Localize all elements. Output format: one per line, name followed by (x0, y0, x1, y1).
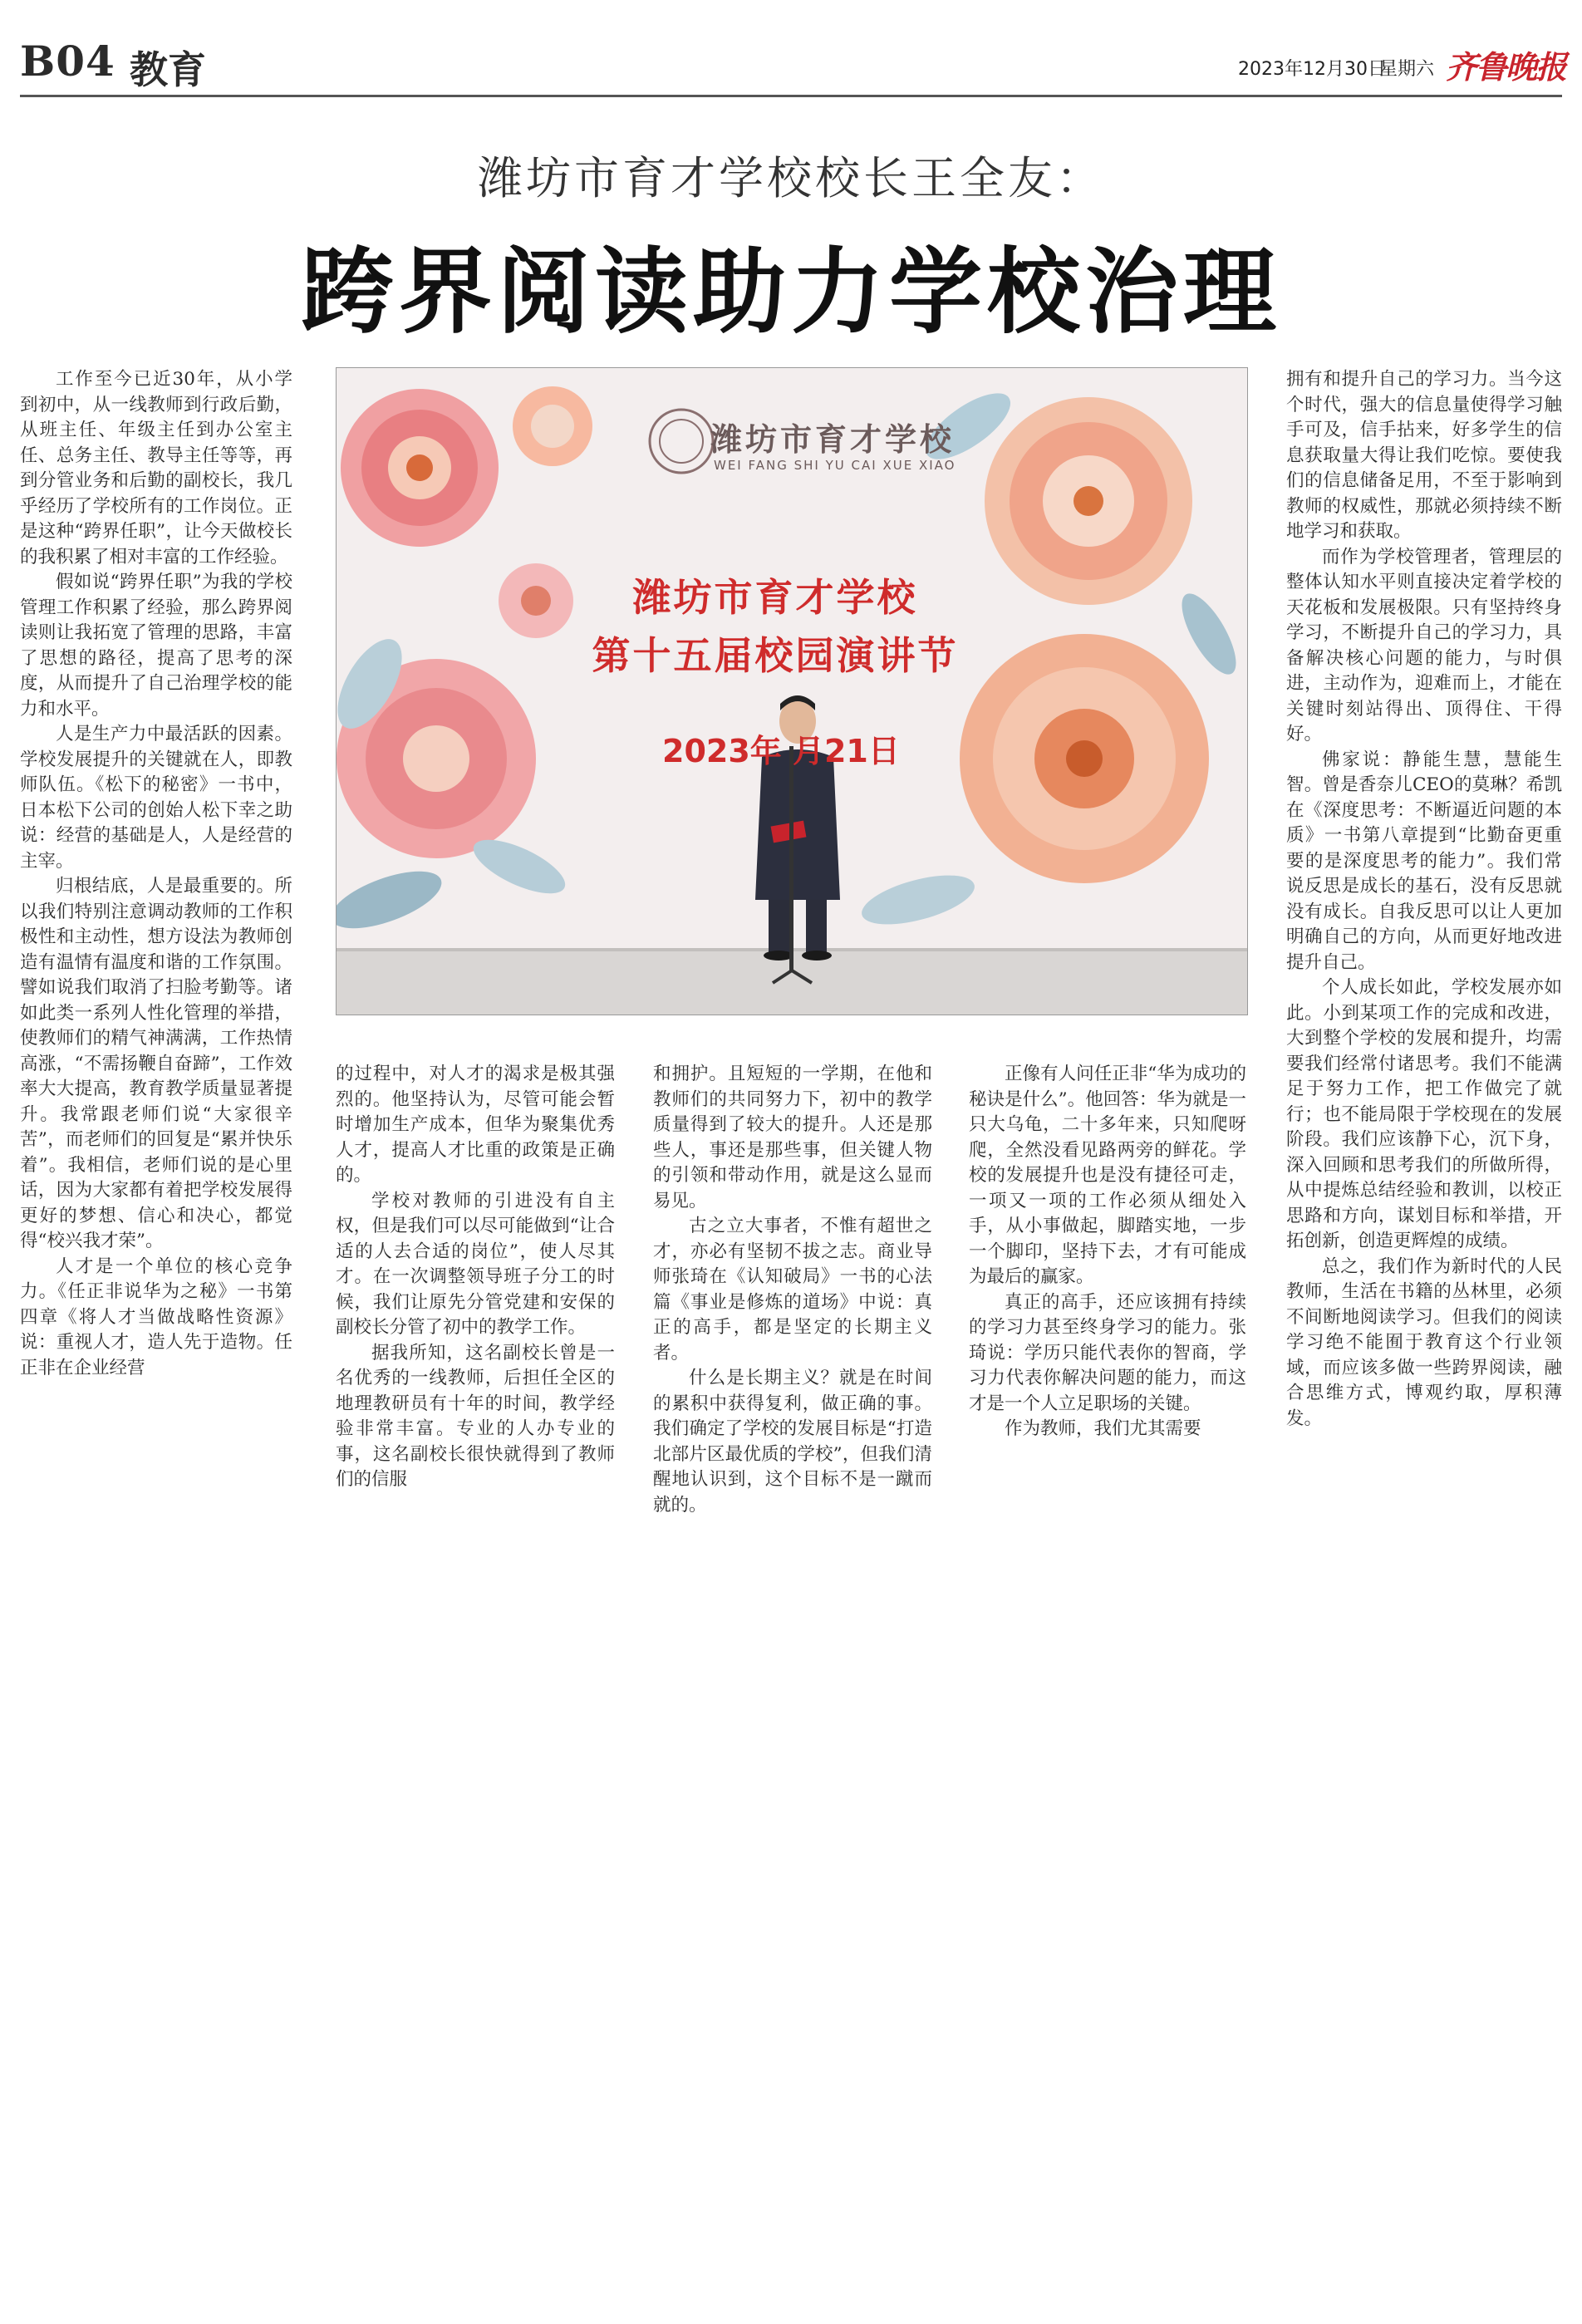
header-rule (20, 95, 1562, 97)
event-photo (336, 367, 1248, 1015)
paragraph: 正像有人问任正非“华为成功的秘诀是什么”。他回答：华为就是一只大乌龟，二十多年来，只知爬呀爬，全然没看见路两旁的鲜花。学校的发展提升也是没有捷径可走，一项又一项的工作必须从细处入手，从小事做起，脚踏实地，一步一个脚印，坚持下去，才有可能成为最后的赢家。 (969, 1064, 1246, 1287)
text-column-5 (1286, 367, 1562, 1432)
paragraph: 什么是长期主义？就是在时间的累积中获得复利，做正确的事。我们确定了学校的发展目标是“打造北部片区最优质的学校”，但我们清醒地认识到，这个目标不是一蹴而就的。 (653, 1368, 932, 1516)
flower-decoration (513, 386, 592, 466)
flower-decoration (341, 389, 499, 547)
banner-line-1: 潍坊市育才学校 (632, 575, 918, 620)
paragraph: 工作至今已近30年，从小学到初中，从一线教师到行政后勤，从班主任、年级主任到办公室主任、总务主任、教导主任等等，再到分管业务和后勤的副校长，我几乎经历了学校所有的工作岗位。正是这种“跨界任职”，让今天做校长的我积累了相对丰富的工作经验。 (20, 369, 292, 567)
paragraph: 而作为学校管理者，管理层的整体认知水平则直接决定着学校的天花板和发展极限。只有坚持终身学习，不断提升自己的学习力，具备解决核心问题的能力，与时俱进，主动作为，迎难而上，才能在关键时刻站得出、顶得住、干得好。 (1286, 546, 1562, 744)
newspaper-masthead-logo: 齐鲁晚报 (1446, 48, 1566, 86)
paragraph: 作为教师，我们尤其需要 (1005, 1418, 1201, 1439)
paragraph: 的过程中，对人才的渴求是极其强烈的。他坚持认为，尽管可能会暂时增加生产成本，但华为聚集优秀人才，提高人才比重的政策是正确的。 (336, 1064, 615, 1186)
paragraph: 人是生产力中最活跃的因素。学校发展提升的关键就在人，即教师队伍。《松下的秘密》一书中，日本松下公司的创始人松下幸之助说：经营的基础是人，人是经营的主宰。 (20, 724, 292, 872)
issue-date: 2023年12月30日 (1238, 59, 1386, 80)
banner-date: 2023年 月21日 (662, 733, 900, 769)
text-column-2 (336, 1062, 615, 1493)
paragraph: 据我所知，这名副校长曾是一名优秀的一线教师，后担任全区的地理教研员有十年的时间，教学经验非常丰富。专业的人办专业的事，这名副校长很快就得到了教师们的信服 (336, 1342, 615, 1490)
page-number: B04 (20, 37, 115, 86)
school-name-pinyin: WEI FANG SHI YU CAI XUE XIAO (714, 458, 956, 473)
paragraph: 和拥护。且短短的一学期，在他和教师们的共同努力下，初中的教学质量得到了较大的提升。人还是那些人，事还是那些事，但关键人物的引领和带动作用，就是这么显而易见。 (653, 1064, 932, 1211)
paragraph: 个人成长如此，学校发展亦如此。小到某项工作的完成和改进，大到整个学校的发展和提升，均需要我们经常付诸思考。我们不能满足于努力工作，把工作做完了就行；也不能局限于学校现在的发展阶段。我们应该静下心，沉下身，深入回顾和思考我们的所做所得，从中提炼总结经验和教训，以校正思路和方向，谋划目标和举措，开拓创新，创造更辉煌的成绩。 (1286, 977, 1562, 1251)
article-subtitle: 潍坊市育才学校校长王全友： (478, 152, 1104, 204)
paragraph: 假如说“跨界任职”为我的学校管理工作积累了经验，那么跨界阅读则让我拓宽了管理的思路，丰富了思想的路径，提高了思考的深度，从而提升了自己治理学校的能力和水平。 (20, 572, 292, 720)
paragraph: 人才是一个单位的核心竞争力。《任正非说华为之秘》一书第四章《将人才当做战略性资源》说：重视人才，造人先于造物。任正非在企业经营 (20, 1255, 292, 1378)
text-column-4 (969, 1062, 1246, 1442)
article-title: 跨界阅读助力学校治理 (301, 238, 1281, 346)
paragraph: 古之立大事者，不惟有超世之才，亦必有坚韧不拔之志。商业导师张琦在《认知破局》一书的心法篇《事业是修炼的道场》中说：真正的高手，都是坚定的长期主义者。 (653, 1216, 932, 1363)
text-column-3 (653, 1062, 932, 1518)
paragraph: 佛家说：静能生慧，慧能生智。曾是香奈儿CEO的莫琳？希凯在《深度思考：不断逼近问题的本质》一书第八章提到“比勤奋更重要的是深度思考的能力”。我们常说反思是成长的基石，没有反思就没有成长。自我反思可以让人更加明确自己的方向，从而更好地改进提升自己。 (1286, 749, 1562, 973)
banner-line-2: 第十五届校园演讲节 (592, 633, 959, 678)
page-header (0, 0, 1582, 100)
paragraph: 归根结底，人是最重要的。所以我们特别注意调动教师的工作积极性和主动性，想方设法为教师创造有温情有温度和谐的工作氛围。譬如说我们取消了扫脸考勤等。诸如此类一系列人性化管理的举措，使教师们的精气神满满，工作热情高涨，“不需扬鞭自奋蹄”，工作效率大大提高，教育教学质量显著提升。我常跟老师们说“大家很辛苦”，而老师们的回复是“累并快乐着”。我相信，老师们说的是心里话，因为大家都有着把学校发展得更好的梦想、信心和决心，都觉得“校兴我才荣”。 (20, 876, 292, 1251)
section-name: 教育 (130, 47, 206, 92)
paragraph: 真正的高手，还应该拥有持续的学习力甚至终身学习的能力。张琦说：学历只能代表你的智商，学习力代表你解决问题的能力，而这才是一个人立足职场的关键。 (969, 1291, 1246, 1414)
issue-weekday: 星期六 (1379, 59, 1435, 80)
text-column-1 (20, 367, 292, 1381)
paragraph: 总之，我们作为新时代的人民教师，生活在书籍的丛林里，必须不间断地阅读学习。但我们的阅读学习绝不能囿于教育这个行业领域，而应该多做一些跨界阅读，融合思维方式，博观约取，厚积薄发。 (1286, 1255, 1562, 1429)
paragraph: 学校对教师的引进没有自主权，但是我们可以尽可能做到“让合适的人去合适的岗位”，使人尽其才。在一次调整领导班子分工的时候，我们让原先分管党建和安保的副校长分管了初中的教学工作。 (336, 1190, 615, 1338)
paragraph: 拥有和提升自己的学习力。当今这个时代，强大的信息量使得学习触手可及，信手拈来，好多学生的信息获取量大得让我们吃惊。要使我们的信息储备足用，不至于影响到教师的权威性，那就必须持续不断地学习和获取。 (1286, 369, 1562, 542)
school-name-logo-text: 潍坊市育才学校 (710, 421, 956, 458)
